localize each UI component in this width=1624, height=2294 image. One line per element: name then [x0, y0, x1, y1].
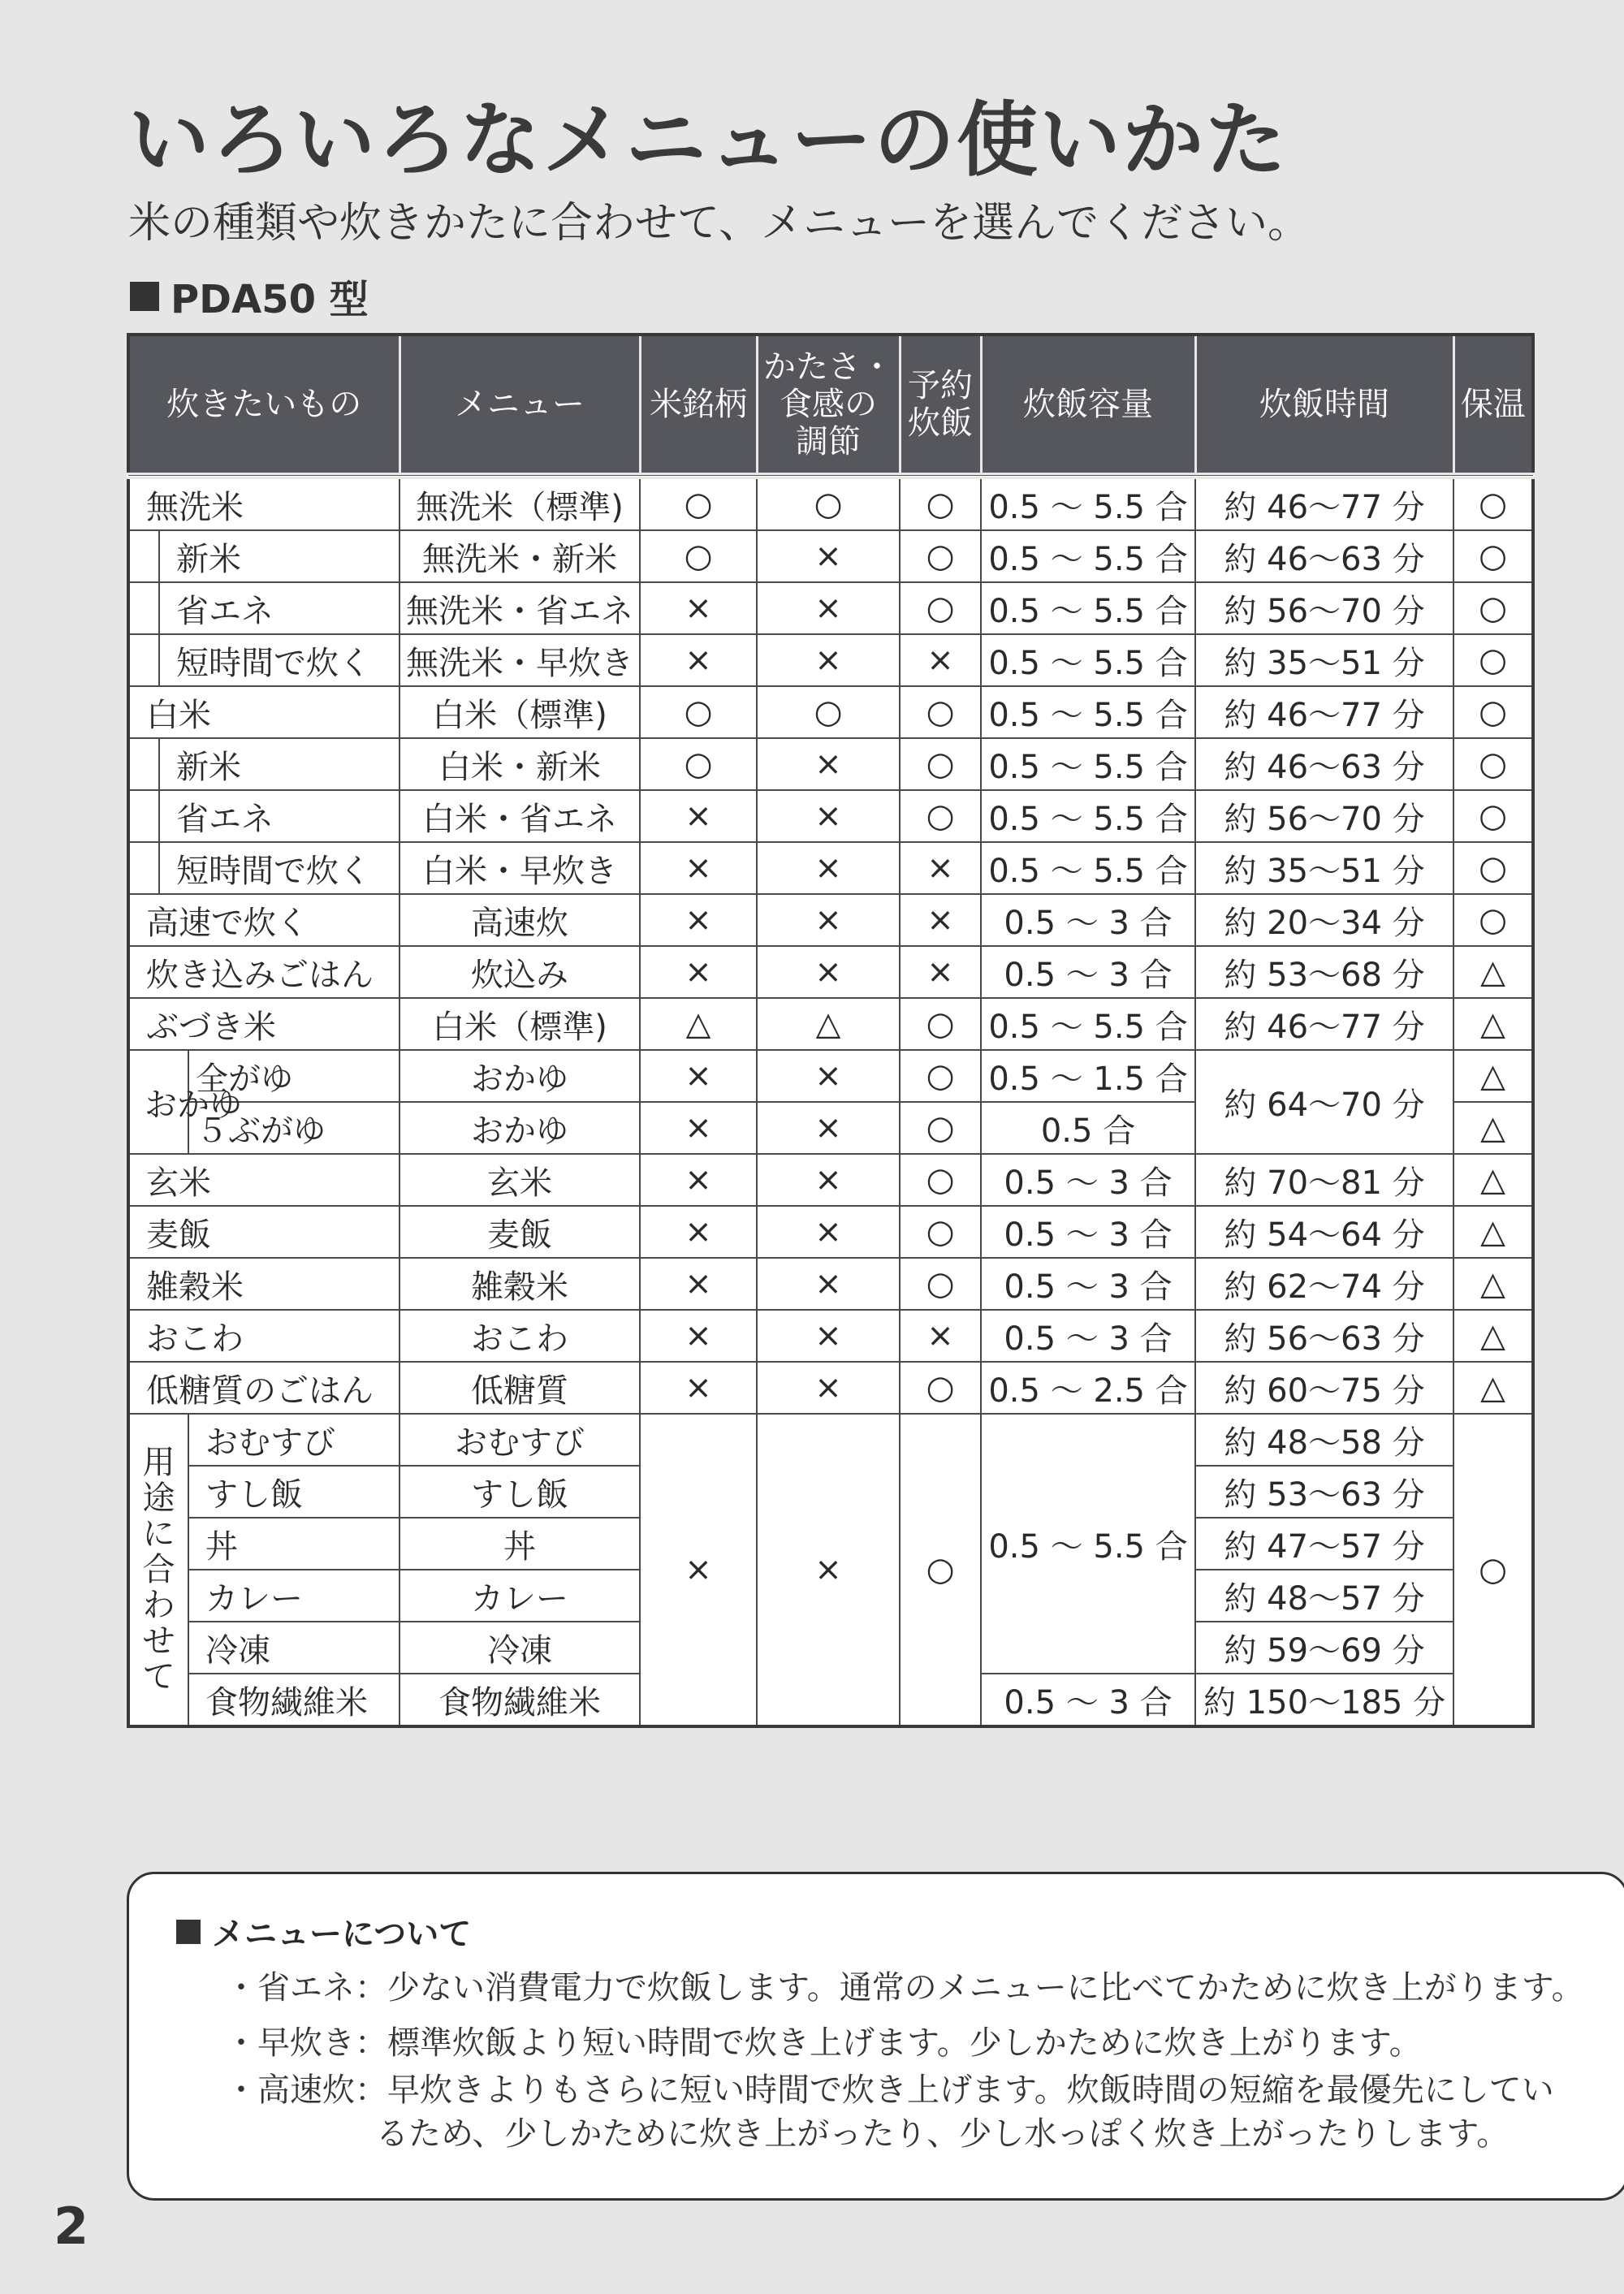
- notes-title-text: メニューについて: [212, 1916, 472, 1953]
- menu-cell: 冷凍: [400, 1622, 640, 1674]
- brand-cell: ○: [640, 686, 757, 738]
- menu-cell: 丼: [400, 1518, 640, 1570]
- brand-cell: ×: [640, 582, 757, 634]
- menu-cell: 高速炊: [400, 894, 640, 946]
- texture-cell: ×: [757, 1362, 900, 1414]
- okayu-group-cell: おかゆ: [128, 1050, 188, 1154]
- brand-cell: ×: [640, 1206, 757, 1258]
- timer-cell: ×: [900, 946, 981, 998]
- keep-cell: △: [1453, 1154, 1533, 1206]
- indent-spacer: [128, 790, 159, 842]
- capacity-cell: 0.5 合: [981, 1102, 1195, 1154]
- table-row: [128, 1206, 1533, 1258]
- time-cell: 約 48～57 分: [1195, 1570, 1453, 1622]
- item-cell: 短時間で炊く: [159, 634, 400, 686]
- time-cell: 約 35～51 分: [1195, 842, 1453, 894]
- menu-cell: 麦飯: [400, 1206, 640, 1258]
- item-cell: カレー: [188, 1570, 400, 1622]
- capacity-cell: 0.5 ～ 5.5 合: [981, 842, 1195, 894]
- menu-cell: 無洗米・早炊き: [400, 634, 640, 686]
- item-cell: 省エネ: [159, 790, 400, 842]
- texture-cell: ×: [757, 1258, 900, 1310]
- texture-cell: ×: [757, 1154, 900, 1206]
- brand-cell: ×: [640, 790, 757, 842]
- menu-cell: おこわ: [400, 1310, 640, 1362]
- time-cell: 約 46～63 分: [1195, 738, 1453, 790]
- youto-keep-cell: ○: [1453, 1414, 1533, 1726]
- timer-cell: ○: [900, 1206, 981, 1258]
- time-cell: 約 46～77 分: [1195, 998, 1453, 1050]
- menu-cell: おむすび: [400, 1414, 640, 1466]
- capacity-cell: 0.5 ～ 5.5 合: [981, 530, 1195, 582]
- note-line: るため、少しかために炊き上がったり、少し水っぽく炊き上がったりします。: [376, 2115, 1510, 2153]
- time-cell: 約 60～75 分: [1195, 1362, 1453, 1414]
- item-cell: 雑穀米: [128, 1258, 400, 1310]
- keep-cell: △: [1453, 946, 1533, 998]
- time-cell: 約 53～68 分: [1195, 946, 1453, 998]
- youto-brand-cell: ×: [640, 1414, 757, 1726]
- menu-cell: 白米・新米: [400, 738, 640, 790]
- keep-cell: ○: [1453, 530, 1533, 582]
- item-cell: 炊き込みごはん: [128, 946, 400, 998]
- menu-cell: 雑穀米: [400, 1258, 640, 1310]
- youto-char: 合: [142, 1551, 175, 1588]
- item-cell: 短時間で炊く: [159, 842, 400, 894]
- time-cell: 約 56～63 分: [1195, 1310, 1453, 1362]
- header-timer: [900, 335, 981, 476]
- brand-cell: ×: [640, 1258, 757, 1310]
- time-cell: 約 150～185 分: [1195, 1674, 1453, 1726]
- texture-cell: ○: [757, 686, 900, 738]
- model-heading: [130, 268, 369, 324]
- header-texture-line: 食感の: [780, 386, 878, 423]
- note-line: ・省エネ：少ない消費電力で炊飯します。通常のメニューに比べてかために炊き上がります。: [225, 1969, 1584, 2007]
- square-bullet-icon: [130, 282, 159, 311]
- brand-cell: ×: [640, 1102, 757, 1154]
- header-item: 炊きたいもの: [128, 335, 400, 476]
- youto-char: 途: [142, 1480, 175, 1517]
- brand-cell: ○: [640, 476, 757, 530]
- texture-cell: ×: [757, 1102, 900, 1154]
- table-row: [128, 634, 1533, 686]
- youto-timer-cell: ○: [900, 1414, 981, 1726]
- capacity-cell: 0.5 ～ 3 合: [981, 1310, 1195, 1362]
- menu-cell: 白米・省エネ: [400, 790, 640, 842]
- brand-cell: ○: [640, 738, 757, 790]
- brand-cell: ×: [640, 1050, 757, 1102]
- indent-spacer: [128, 582, 159, 634]
- menu-cell: おかゆ: [400, 1050, 640, 1102]
- model-label: PDA50 型: [171, 277, 369, 322]
- time-cell: 約 46～77 分: [1195, 686, 1453, 738]
- texture-cell: ×: [757, 1206, 900, 1258]
- texture-cell: ×: [757, 790, 900, 842]
- texture-cell: ×: [757, 894, 900, 946]
- notes-title: [176, 1908, 471, 1955]
- table-row: [128, 1258, 1533, 1310]
- timer-cell: ×: [900, 1310, 981, 1362]
- keep-cell: ○: [1453, 738, 1533, 790]
- youto-char: に: [142, 1515, 175, 1553]
- header-timer-line: 炊飯: [908, 404, 974, 442]
- table-row: [128, 1154, 1533, 1206]
- brand-cell: ×: [640, 894, 757, 946]
- menu-cell: おかゆ: [400, 1102, 640, 1154]
- keep-cell: △: [1453, 1258, 1533, 1310]
- header-texture-line: 調節: [796, 423, 862, 460]
- indent-spacer: [128, 738, 159, 790]
- texture-cell: ○: [757, 476, 900, 530]
- square-bullet-icon: [176, 1920, 201, 1944]
- timer-cell: ○: [900, 1102, 981, 1154]
- texture-cell: ×: [757, 582, 900, 634]
- item-cell: 白米: [128, 686, 400, 738]
- capacity-cell: 0.5 ～ 3 合: [981, 946, 1195, 998]
- item-cell: すし飯: [188, 1466, 400, 1518]
- item-cell: 低糖質のごはん: [128, 1362, 400, 1414]
- time-cell: 約 46～63 分: [1195, 530, 1453, 582]
- capacity-cell: 0.5 ～ 5.5 合: [981, 476, 1195, 530]
- table-row: [128, 582, 1533, 634]
- menu-cell: 白米・早炊き: [400, 842, 640, 894]
- keep-cell: △: [1453, 1310, 1533, 1362]
- timer-cell: ○: [900, 530, 981, 582]
- capacity-cell: 0.5 ～ 2.5 合: [981, 1362, 1195, 1414]
- time-cell: 約 56～70 分: [1195, 582, 1453, 634]
- timer-cell: ×: [900, 842, 981, 894]
- texture-cell: △: [757, 998, 900, 1050]
- menu-cell: 食物繊維米: [400, 1674, 640, 1726]
- item-cell: 高速で炊く: [128, 894, 400, 946]
- menu-cell: 白米（標準): [400, 998, 640, 1050]
- texture-cell: ×: [757, 946, 900, 998]
- page-number: 2: [54, 2197, 89, 2256]
- table-row: [128, 894, 1533, 946]
- capacity-cell: 0.5 ～ 1.5 合: [981, 1050, 1195, 1102]
- capacity-cell: 0.5 ～ 5.5 合: [981, 634, 1195, 686]
- keep-cell: ○: [1453, 582, 1533, 634]
- keep-cell: ○: [1453, 790, 1533, 842]
- menu-cell: 玄米: [400, 1154, 640, 1206]
- brand-cell: ×: [640, 842, 757, 894]
- table-row: [128, 1310, 1533, 1362]
- item-cell: 省エネ: [159, 582, 400, 634]
- time-cell: 約 62～74 分: [1195, 1258, 1453, 1310]
- capacity-cell: 0.5 ～ 5.5 合: [981, 582, 1195, 634]
- youto-char: 用: [142, 1444, 175, 1481]
- item-cell: 玄米: [128, 1154, 400, 1206]
- menu-cell: 無洗米・省エネ: [400, 582, 640, 634]
- brand-cell: ×: [640, 946, 757, 998]
- texture-cell: ×: [757, 842, 900, 894]
- item-cell: 全がゆ: [188, 1050, 400, 1102]
- texture-cell: ×: [757, 1050, 900, 1102]
- keep-cell: △: [1453, 1050, 1533, 1102]
- item-cell: ５ぶがゆ: [188, 1102, 400, 1154]
- brand-cell: ×: [640, 1362, 757, 1414]
- timer-cell: ○: [900, 1258, 981, 1310]
- header-time: 炊飯時間: [1195, 335, 1453, 476]
- timer-cell: ○: [900, 738, 981, 790]
- menu-cell: カレー: [400, 1570, 640, 1622]
- brand-cell: ×: [640, 634, 757, 686]
- time-cell: 約 53～63 分: [1195, 1466, 1453, 1518]
- indent-spacer: [128, 530, 159, 582]
- timer-cell: ○: [900, 790, 981, 842]
- timer-cell: ×: [900, 894, 981, 946]
- menu-cell: 炊込み: [400, 946, 640, 998]
- menu-cell: 無洗米・新米: [400, 530, 640, 582]
- header-capacity: 炊飯容量: [981, 335, 1195, 476]
- menu-cell: 白米（標準): [400, 686, 640, 738]
- header-brand: 米銘柄: [640, 335, 757, 476]
- item-cell: おこわ: [128, 1310, 400, 1362]
- page-subtitle: 米の種類や炊きかたに合わせて、メニューを選んでください。: [128, 199, 1310, 248]
- time-cell: 約 35～51 分: [1195, 634, 1453, 686]
- time-cell: 約 70～81 分: [1195, 1154, 1453, 1206]
- item-cell: 無洗米: [128, 476, 400, 530]
- timer-cell: ○: [900, 476, 981, 530]
- item-cell: ぶづき米: [128, 998, 400, 1050]
- table-row: [128, 476, 1533, 530]
- time-cell: 約 47～57 分: [1195, 1518, 1453, 1570]
- brand-cell: ○: [640, 530, 757, 582]
- keep-cell: ○: [1453, 476, 1533, 530]
- capacity-cell: 0.5 ～ 5.5 合: [981, 686, 1195, 738]
- table-row: [128, 998, 1533, 1050]
- capacity-cell: 0.5 ～ 3 合: [981, 1258, 1195, 1310]
- header-menu: メニュー: [400, 335, 640, 476]
- timer-cell: ○: [900, 1362, 981, 1414]
- item-cell: 食物繊維米: [188, 1674, 400, 1726]
- item-cell: 丼: [188, 1518, 400, 1570]
- youto-char: わ: [142, 1587, 175, 1624]
- texture-cell: ×: [757, 738, 900, 790]
- table-row: [128, 790, 1533, 842]
- table-header-row: [128, 335, 1533, 476]
- capacity-cell: 0.5 ～ 5.5 合: [981, 738, 1195, 790]
- menu-cell: 無洗米（標準): [400, 476, 640, 530]
- menu-cell: すし飯: [400, 1466, 640, 1518]
- capacity-cell: 0.5 ～ 3 合: [981, 1154, 1195, 1206]
- item-cell: 冷凍: [188, 1622, 400, 1674]
- table-row: [128, 946, 1533, 998]
- time-cell: 約 46～77 分: [1195, 476, 1453, 530]
- youto-char: て: [142, 1658, 175, 1696]
- keep-cell: ○: [1453, 842, 1533, 894]
- table-row: [128, 530, 1533, 582]
- capacity-cell: 0.5 ～ 3 合: [981, 894, 1195, 946]
- menu-cell: 低糖質: [400, 1362, 640, 1414]
- time-cell: 約 54～64 分: [1195, 1206, 1453, 1258]
- capacity-cell: 0.5 ～ 5.5 合: [981, 998, 1195, 1050]
- item-cell: 麦飯: [128, 1206, 400, 1258]
- table-row: [128, 842, 1533, 894]
- table-row: [128, 738, 1533, 790]
- time-cell: 約 48～58 分: [1195, 1414, 1453, 1466]
- timer-cell: ○: [900, 1050, 981, 1102]
- texture-cell: ×: [757, 634, 900, 686]
- keep-cell: △: [1453, 1206, 1533, 1258]
- item-cell: 新米: [159, 738, 400, 790]
- time-cell: 約 20～34 分: [1195, 894, 1453, 946]
- youto-char: せ: [142, 1622, 175, 1660]
- header-texture: [757, 335, 900, 476]
- texture-cell: ×: [757, 1310, 900, 1362]
- keep-cell: △: [1453, 998, 1533, 1050]
- indent-spacer: [128, 842, 159, 894]
- table-row: [128, 1362, 1533, 1414]
- table-row: [128, 1050, 1533, 1102]
- keep-cell: ○: [1453, 686, 1533, 738]
- table-row: [128, 1414, 1533, 1466]
- indent-spacer: [128, 634, 159, 686]
- timer-cell: ○: [900, 998, 981, 1050]
- notes-box: [127, 1872, 1624, 2201]
- capacity-cell: 0.5 ～ 5.5 合: [981, 790, 1195, 842]
- timer-cell: ×: [900, 634, 981, 686]
- page-title: いろいろなメニューの使いかた: [128, 93, 1288, 188]
- time-cell: 約 59～69 分: [1195, 1622, 1453, 1674]
- keep-cell: △: [1453, 1362, 1533, 1414]
- okayu-time-cell: 約 64～70 分: [1195, 1050, 1453, 1154]
- note-line: ・高速炊：早炊きよりもさらに短い時間で炊き上げます。炊飯時間の短縮を最優先にしてい: [225, 2072, 1554, 2109]
- keep-cell: △: [1453, 1102, 1533, 1154]
- item-cell: おむすび: [188, 1414, 400, 1466]
- header-timer-line: 予約: [908, 367, 974, 404]
- texture-cell: ×: [757, 530, 900, 582]
- header-texture-line: かたさ・: [763, 348, 894, 386]
- table-row: [128, 686, 1533, 738]
- brand-cell: ×: [640, 1310, 757, 1362]
- item-cell: 新米: [159, 530, 400, 582]
- capacity-cell: 0.5 ～ 3 合: [981, 1206, 1195, 1258]
- youto-capacity-cell: 0.5 ～ 5.5 合: [981, 1414, 1195, 1674]
- time-cell: 約 56～70 分: [1195, 790, 1453, 842]
- youto-texture-cell: ×: [757, 1414, 900, 1726]
- timer-cell: ○: [900, 686, 981, 738]
- keep-cell: ○: [1453, 634, 1533, 686]
- timer-cell: ○: [900, 1154, 981, 1206]
- keep-cell: ○: [1453, 894, 1533, 946]
- capacity-cell: 0.5 ～ 3 合: [981, 1674, 1195, 1726]
- menu-table: [127, 333, 1535, 1728]
- note-line: ・早炊き：標準炊飯より短い時間で炊き上げます。少しかために炊き上がります。: [225, 2024, 1422, 2062]
- timer-cell: ○: [900, 582, 981, 634]
- brand-cell: △: [640, 998, 757, 1050]
- youto-group-label: [128, 1414, 188, 1726]
- header-keep-warm: 保温: [1453, 335, 1533, 476]
- brand-cell: ×: [640, 1154, 757, 1206]
